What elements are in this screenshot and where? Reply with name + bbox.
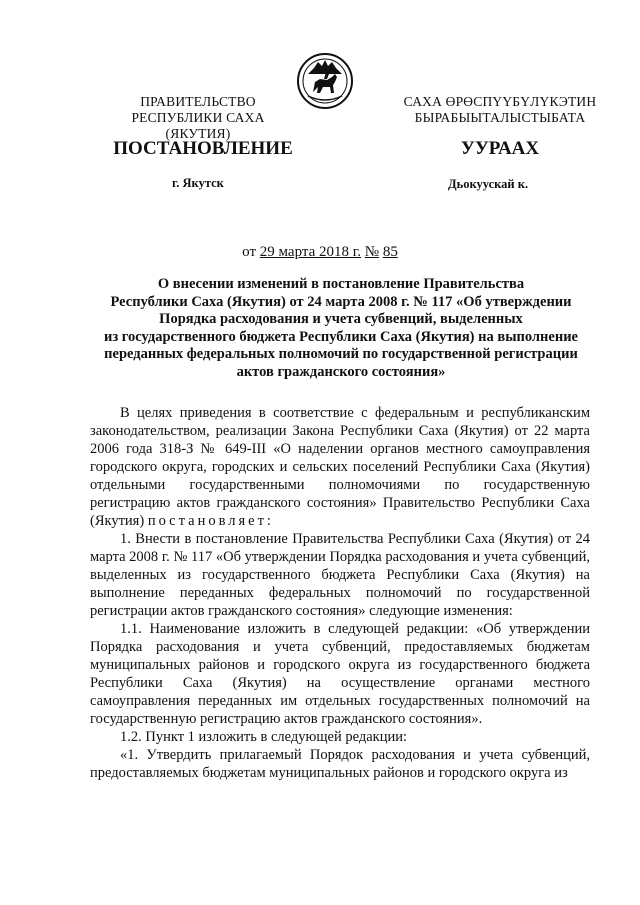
title-line: Республики Саха (Якутия) от 24 марта 2008 г. № 117 «Об утверждении [110,293,572,310]
document-title [96,276,586,381]
decree-number-label: № [364,244,380,260]
preamble-paragraph [90,404,590,530]
decree-word: постановляет: [147,513,274,529]
city-sah: Дьокуускай к. [448,177,529,191]
government-name-sah-line2: БЫРАБЫЫТАЛЫСТЫБАТА [414,110,586,125]
title-line: переданных федеральных полномочий по государственной регистрации [104,346,578,362]
city-ru: г. Якутск [172,176,224,190]
document-body [90,404,590,782]
government-name-sah-line1: САХА ӨРӨСПҮҮБҮЛҮКЭТИН [403,94,597,109]
government-name-ru-line1: ПРАВИТЕЛЬСТВО [140,94,256,109]
title-line: из государственного бюджета Республики Саха (Якутия) на выполнение [104,328,578,345]
quoted-clause-paragraph: «1. Утвердить прилагаемый Порядок расходования и учета субвенций, предоставляемых бюджетам муниципальных районов и городского округа из [90,747,590,781]
date-line [0,244,640,261]
coat-of-arms-emblem-icon [296,52,354,110]
doc-type-sah: УУРААХ [460,138,540,159]
date-prefix: от [242,244,257,260]
government-name-ru [98,94,298,142]
government-name-ru-line2: РЕСПУБЛИКИ САХА (ЯКУТИЯ) [131,110,265,141]
clause-1-2-paragraph: 1.2. Пункт 1 изложить в следующей редакции: [120,729,408,745]
clause-1-paragraph: 1. Внести в постановление Правительства Республики Саха (Якутия) от 24 марта 2008 г. № 117 «Об утверждении Порядка расходования и учета субвенций, выделенных из государственного бюджета Республики Саха (Якутия) на выполнение переданных федеральных полномочий по государственной регистрации актов гражданского состояния» следующие изменения: [90,531,590,619]
clause-1-1-paragraph: 1.1. Наименование изложить в следующей редакции: «Об утверждении Порядка расходования и учета субвенций, предоставляемых бюджетам муниципальных районов и городского округа из государственного бюджета Республики Саха (Якутия) на осуществление органами местного самоуправления переданных им отдельных государственных полномочий на государственную регистрацию актов гражданского состояния». [90,621,590,727]
decree-number: 85 [382,244,398,260]
preamble-text: В целях приведения в соответствие с федеральным и республиканским законодательством, реализации Закона Республики Саха (Якутия) от 22 марта 2006 года 318-З № 649-III «О наделении органов местного самоуправления городского округа, городских и сельских поселений Республики Саха (Якутия) отдельными государственными полномочиями по государственную регистрацию актов гражданского состояния» Правительство Республики Саха (Якутия) [90,405,590,529]
title-line: актов гражданского состояния» [236,363,446,380]
government-name-sah [380,94,620,126]
doc-type-ru: ПОСТАНОВЛЕНИЕ [113,138,293,159]
decree-date: 29 марта 2018 г. [259,244,361,260]
title-line: Порядка расходования и учета субвенций, выделенных [159,311,523,327]
title-line: О внесении изменений в постановление Правительства [157,276,525,292]
